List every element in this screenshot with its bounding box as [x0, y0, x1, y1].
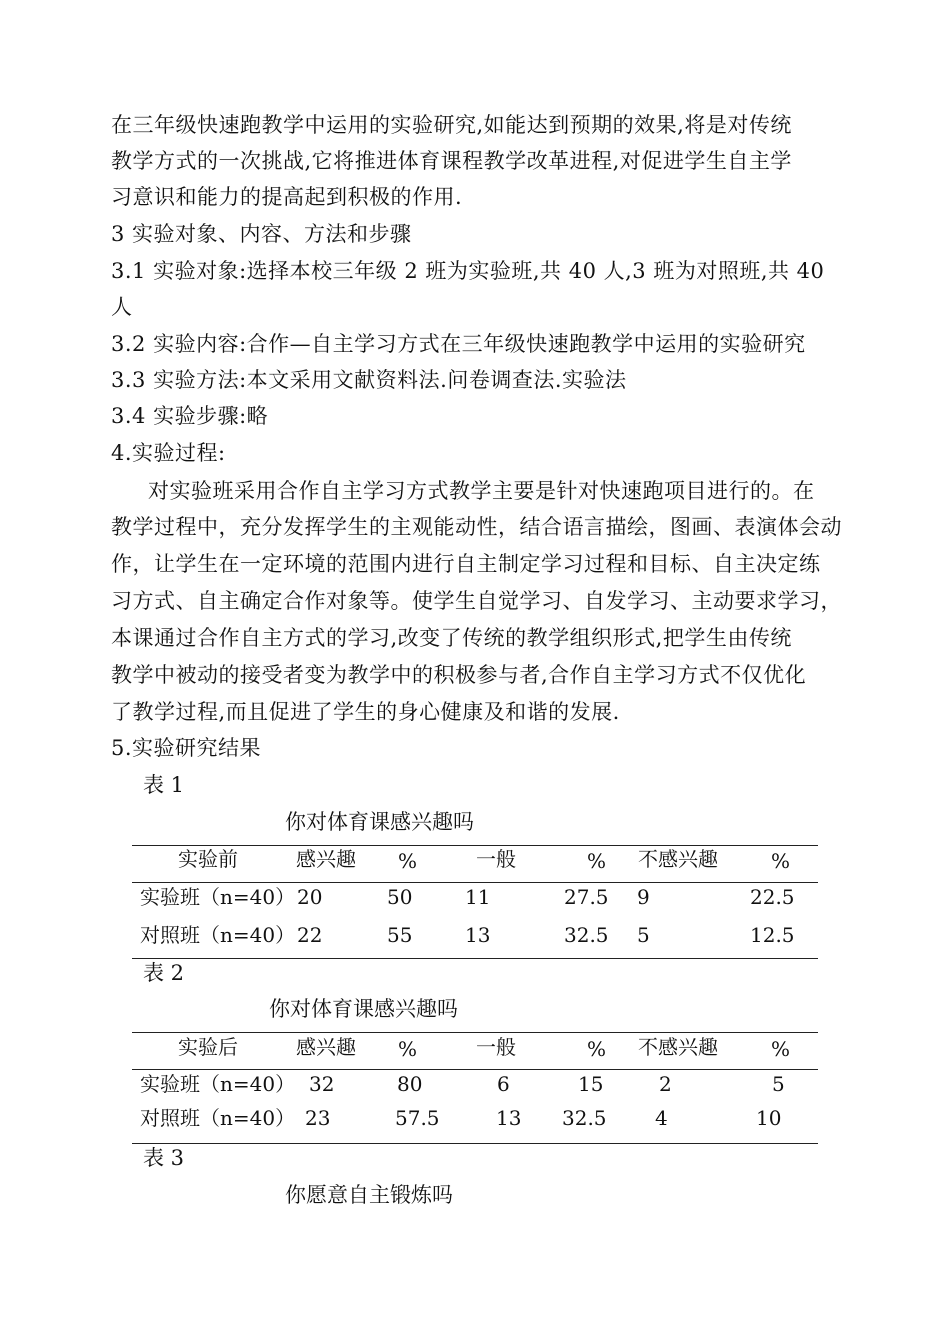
table2-header: %	[587, 1037, 607, 1061]
table1-cell: 5	[637, 923, 650, 947]
paragraph-line: 人	[111, 295, 133, 319]
table2-cell: 15	[578, 1072, 604, 1096]
table3-title: 你愿意自主锻炼吗	[285, 1183, 453, 1207]
table2-header: 一般	[476, 1035, 516, 1059]
table1-cell: 实验班（n=40）	[140, 885, 296, 909]
paragraph-line: 习方式、自主确定合作对象等。使学生自觉学习、自发学习、主动要求学习，	[111, 589, 842, 613]
paragraph-line: 在三年级快速跑教学中运用的实验研究,如能达到预期的效果,将是对传统	[111, 113, 792, 137]
table1-cell: 32.5	[564, 923, 609, 947]
table1-header: 实验前	[178, 847, 238, 871]
table1-cell: 9	[637, 885, 650, 909]
paragraph-line: 本课通过合作自主方式的学习,改变了传统的教学组织形式,把学生由传统	[111, 626, 792, 650]
paragraph-line: 3.2 实验内容:合作—自主学习方式在三年级快速跑教学中运用的实验研究	[111, 332, 806, 356]
table1-title: 你对体育课感兴趣吗	[285, 810, 474, 834]
table2-header: 不感兴趣	[638, 1035, 718, 1059]
table2-cell: 实验班（n=40）	[140, 1072, 296, 1096]
table2-cell: 13	[496, 1106, 522, 1130]
paragraph-line: 教学方式的一次挑战,它将推进体育课程教学改革进程,对促进学生自主学	[111, 149, 792, 173]
table2-header: 实验后	[178, 1035, 238, 1059]
table1-cell: 22.5	[750, 885, 795, 909]
table2-cell: 5	[772, 1072, 785, 1096]
table2-cell: 2	[659, 1072, 672, 1096]
table1-cell: 13	[465, 923, 491, 947]
table1-header: %	[587, 849, 607, 873]
table2-cell: 23	[305, 1106, 331, 1130]
table1-header: 不感兴趣	[638, 847, 718, 871]
table1-cell: 11	[465, 885, 491, 909]
table1-cell: 50	[387, 885, 413, 909]
paragraph-line: 教学过程中，充分发挥学生的主观能动性，结合语言描绘，图画、表演体会动	[111, 515, 842, 539]
table2-header: 感兴趣	[296, 1035, 356, 1059]
table1-cell: 27.5	[564, 885, 609, 909]
table2-header: %	[771, 1037, 791, 1061]
table2-cell: 80	[397, 1072, 423, 1096]
table1-header: %	[398, 849, 418, 873]
table1-header: 一般	[476, 847, 516, 871]
table1-cell: 12.5	[750, 923, 795, 947]
paragraph-line: 3.3 实验方法:本文采用文献资料法.问卷调查法.实验法	[111, 368, 627, 392]
paragraph-line: 习意识和能力的提高起到积极的作用.	[111, 185, 463, 209]
table1-header: %	[771, 849, 791, 873]
table2-title: 你对体育课感兴趣吗	[269, 997, 458, 1021]
table2-bottom-rule	[132, 1143, 818, 1144]
table2-cell: 32	[309, 1072, 335, 1096]
table1-cell: 55	[387, 923, 413, 947]
table1-cell: 20	[297, 885, 323, 909]
table2-header: %	[398, 1037, 418, 1061]
section-heading: 5.实验研究结果	[111, 736, 262, 760]
table2-cell: 32.5	[562, 1106, 607, 1130]
table2-cell: 4	[655, 1106, 668, 1130]
table3-label: 表 3	[143, 1146, 185, 1170]
paragraph-line: 教学中被动的接受者变为教学中的积极参与者,合作自主学习方式不仅优化	[111, 663, 807, 687]
paragraph-line: 3.4 实验步骤:略	[111, 404, 269, 428]
table2-cell: 对照班（n=40）	[140, 1106, 296, 1130]
paragraph-line: 对实验班采用合作自主学习方式教学主要是针对快速跑项目进行的。在	[148, 479, 815, 503]
table1-label: 表 1	[143, 773, 185, 797]
paragraph-line: 3.1 实验对象:选择本校三年级 2 班为实验班,共 40 人,3 班为对照班,共 40	[111, 259, 825, 283]
table2-cell: 6	[497, 1072, 510, 1096]
table2-label: 表 2	[143, 961, 185, 985]
table2-cell: 57.5	[395, 1106, 440, 1130]
section-heading: 3 实验对象、内容、方法和步骤	[111, 222, 412, 246]
table1-header: 感兴趣	[296, 847, 356, 871]
table1-cell: 对照班（n=40）	[140, 923, 296, 947]
paragraph-line: 了教学过程,而且促进了学生的身心健康及和谐的发展.	[111, 700, 620, 724]
table2-cell: 10	[756, 1106, 782, 1130]
section-heading: 4.实验过程:	[111, 441, 226, 465]
table1-bottom-rule	[132, 958, 818, 959]
paragraph-line: 作，让学生在一定环境的范围内进行自主制定学习过程和目标、自主决定练	[111, 552, 821, 576]
table1-cell: 22	[297, 923, 323, 947]
